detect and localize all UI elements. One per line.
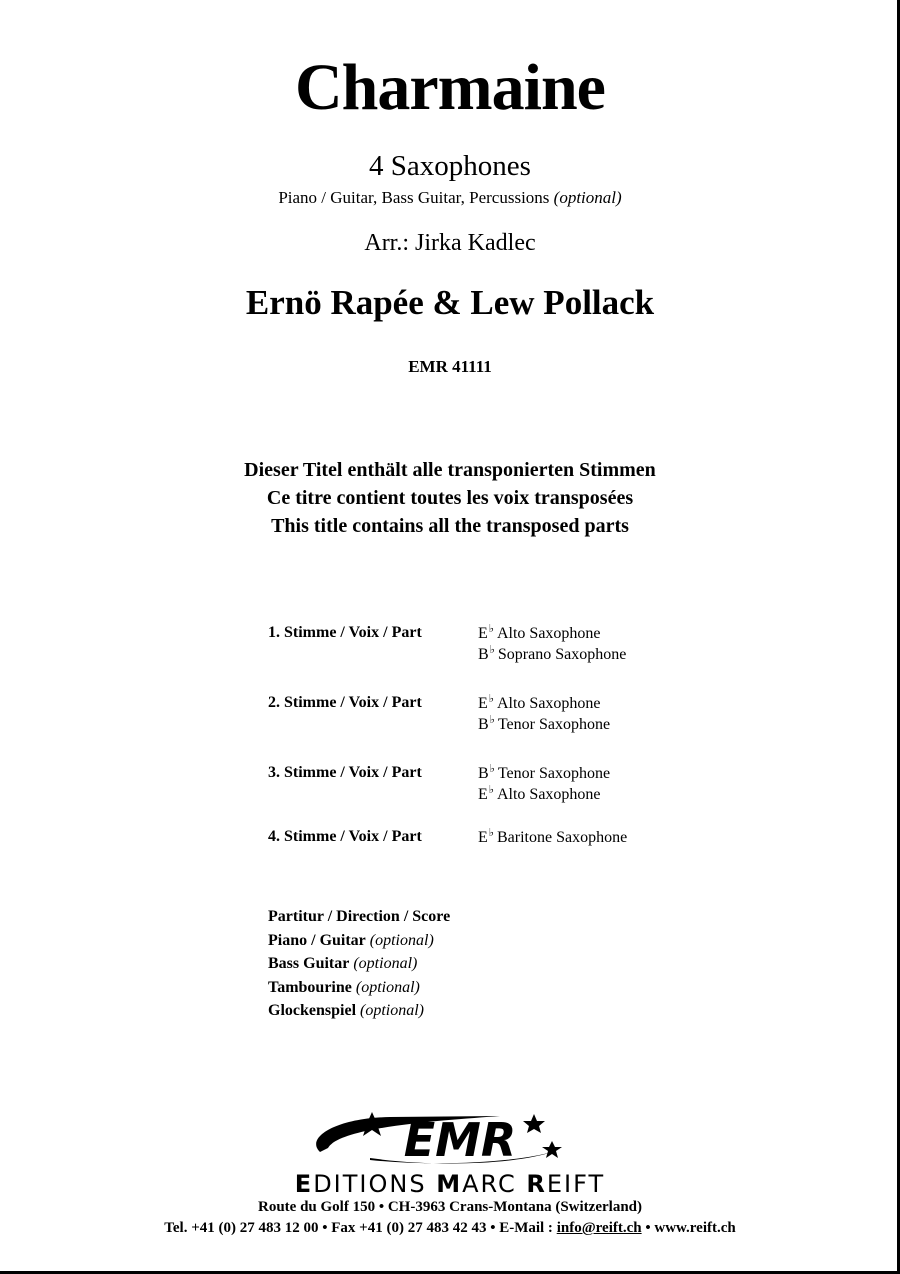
logo-text: EMR: [403, 1113, 517, 1167]
part-label: 1. Stimme / Voix / Part: [268, 624, 422, 641]
part-instruments: [478, 828, 627, 849]
optional-instruments-line: [0, 188, 900, 208]
notice-english: This title contains all the transposed parts: [271, 515, 629, 537]
catalog-code: EMR 41111: [408, 357, 492, 376]
part-label: 4. Stimme / Voix / Part: [268, 828, 422, 845]
notice-french: Ce titre contient toutes les voix transposées: [266, 487, 634, 509]
flat-sign: ♭: [488, 827, 494, 839]
part-label: 2. Stimme / Voix / Part: [268, 694, 422, 711]
flat-sign: ♭: [488, 693, 494, 705]
email-link[interactable]: info@reift.ch: [556, 1220, 642, 1236]
part-instruments: [478, 624, 626, 666]
instrument-line: B♭ Tenor Saxophone: [478, 714, 611, 733]
extra-part-item: Piano / Guitar (optional): [268, 931, 434, 949]
composers: Ernö Rapée & Lew Pollack: [245, 283, 655, 322]
publisher-contact: Tel. +41 (0) 27 483 12 00 • Fax +41 (0) 27 483 42 43 • E-Mail : info@reift.ch • www.reift.ch: [164, 1220, 736, 1236]
ensemble-subtitle: 4 Saxophones: [369, 150, 531, 182]
flat-sign: ♭: [488, 623, 494, 635]
instrument-line: E♭ Alto Saxophone: [478, 784, 601, 803]
flat-sign: ♭: [489, 644, 495, 656]
extra-parts-list: [268, 905, 450, 1023]
optional-label: (optional): [553, 188, 622, 207]
extra-part-item: Bass Guitar (optional): [268, 955, 418, 972]
flat-sign: ♭: [489, 763, 495, 775]
instruments-text: Piano / Guitar, Bass Guitar, Percussions: [278, 188, 550, 207]
publisher-address: Route du Golf 150 • CH-3963 Crans-Montana (Switzerland): [258, 1199, 642, 1215]
extra-part-item: Tambourine (optional): [268, 978, 420, 996]
part-label: 3. Stimme / Voix / Part: [268, 764, 422, 781]
arranger: Arr.: Jirka Kadlec: [364, 230, 536, 256]
transposed-notice: [0, 456, 900, 540]
part-instruments: [478, 764, 610, 806]
notice-german: Dieser Titel enthält alle transponierten Stimmen: [244, 459, 656, 481]
part-instruments: [478, 694, 610, 736]
instrument-line: B♭ Soprano Saxophone: [478, 644, 627, 663]
instrument-line: E♭ Alto Saxophone: [478, 623, 601, 642]
publisher-name: EDITIONS MARC REIFT: [294, 1170, 606, 1198]
extra-part-item: Glockenspiel (optional): [268, 1002, 425, 1019]
flat-sign: ♭: [489, 714, 495, 726]
instrument-line: B♭ Tenor Saxophone: [478, 763, 611, 782]
flat-sign: ♭: [488, 784, 494, 796]
instrument-line: E♭ Alto Saxophone: [478, 693, 601, 712]
extra-part-item: Partitur / Direction / Score: [268, 908, 451, 925]
emr-logo: [300, 1108, 600, 1170]
instrument-line: E♭ Baritone Saxophone: [478, 827, 628, 846]
song-title: Charmaine: [295, 51, 605, 124]
